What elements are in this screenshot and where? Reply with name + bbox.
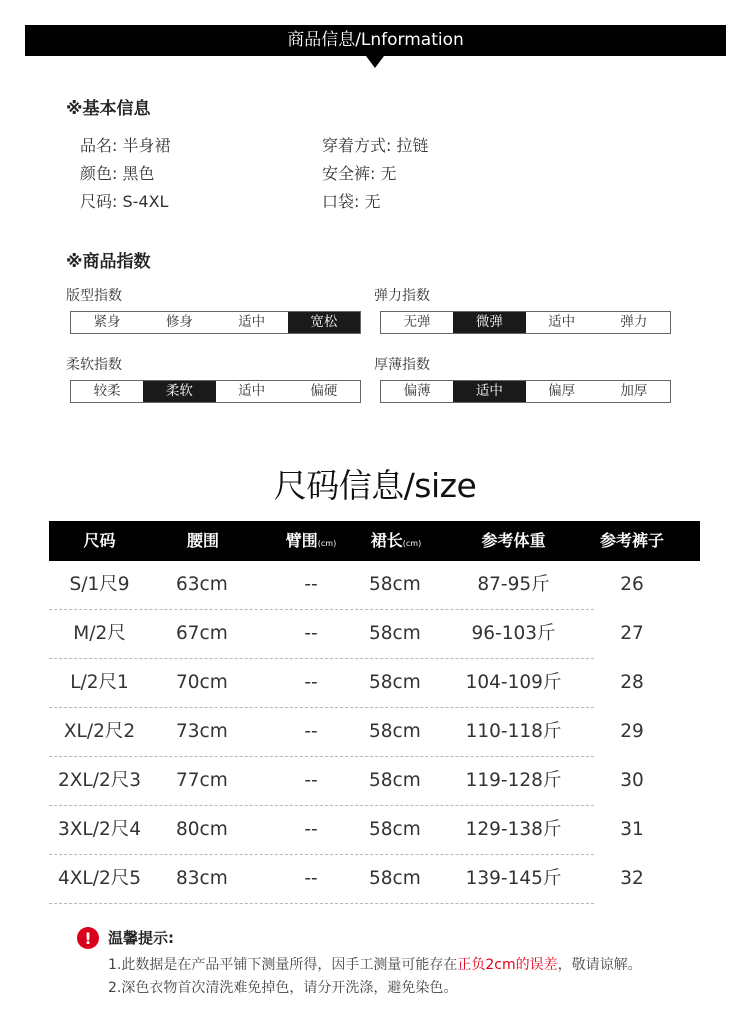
cell-ref-weight: 87-95斤 [477,574,550,595]
thickness-option: 偏厚 [548,383,576,399]
elasticity-option: 无弹 [403,314,431,330]
softness-index-scale [70,380,361,403]
cell-skirt-length: 58cm [369,819,421,840]
softness-option: 适中 [238,383,266,399]
col-header-waist: 腰围 [186,531,219,550]
cell-ref-pants: 27 [620,623,644,644]
cell-waist: 80cm [176,819,228,840]
info-closure: 穿着方式: 拉链 [322,136,429,155]
cell-ref-pants: 26 [620,574,644,595]
cell-skirt-length: 58cm [369,721,421,742]
tips-line-1-text: 1.此数据是在产品平铺下测量所得，因手工测量可能存在 [108,957,458,973]
thickness-option-selected: 适中 [453,381,525,402]
cell-skirt-length: 58cm [369,868,421,889]
cell-waist: 73cm [176,721,228,742]
cell-ref-pants: 30 [620,770,644,791]
thickness-index-scale [380,380,671,403]
col-header-size: 尺码 [83,531,116,550]
elasticity-index-label: 弹力指数 [374,288,430,304]
cell-skirt-length: 58cm [369,623,421,644]
cell-size: 4XL/2尺5 [57,868,142,889]
fit-option: 修身 [165,314,193,330]
cell-arm: -- [304,770,318,791]
cell-skirt-length: 58cm [369,574,421,595]
cell-arm: -- [304,819,318,840]
info-pockets: 口袋: 无 [322,192,381,211]
size-info-title: 尺码信息/size [273,466,477,505]
cell-size: S/1尺9 [69,574,130,595]
cell-waist: 70cm [176,672,228,693]
col-header-ref-pants: 参考裤子 [599,531,664,550]
info-safety-shorts: 安全裤: 无 [322,164,397,183]
header-title: 商品信息/Lnformation [287,30,464,50]
elasticity-option-selected: 微弹 [453,312,525,333]
warning-icon [77,927,99,949]
cell-waist: 83cm [176,868,228,889]
cell-arm: -- [304,574,318,595]
cell-ref-weight: 139-145斤 [465,868,562,889]
cell-arm: -- [304,672,318,693]
cell-ref-pants: 32 [620,868,644,889]
cell-size: XL/2尺2 [63,721,136,742]
cell-ref-pants: 31 [620,819,644,840]
cell-waist: 77cm [176,770,228,791]
thickness-index-label: 厚薄指数 [374,357,430,373]
col-header-skirt-length: 裙长(cm) [370,531,422,550]
table-row [49,659,700,708]
table-row [49,757,700,806]
softness-option: 较柔 [93,383,121,399]
info-product-name: 品名: 半身裙 [80,136,171,155]
cell-skirt-length: 58cm [369,770,421,791]
table-row [49,610,700,659]
tips-highlight: 正负2cm的误差 [457,957,558,973]
cell-skirt-length: 58cm [369,672,421,693]
col-header-arm: 臂围(cm) [285,531,337,550]
cell-waist: 63cm [176,574,228,595]
size-table-header [49,521,700,561]
info-size-range: 尺码: S-4XL [80,192,169,211]
fit-option: 紧身 [93,314,121,330]
unit-label: (cm) [402,539,422,548]
elasticity-option: 弹力 [620,314,648,330]
cell-size: M/2尺 [73,623,126,644]
thickness-option: 加厚 [620,383,648,399]
header-banner [25,25,726,56]
cell-ref-pants: 29 [620,721,644,742]
tips-line-1-end: ，敬请谅解。 [557,957,642,973]
tips-title: 温馨提示: [108,929,174,947]
cell-size: 2XL/2尺3 [57,770,142,791]
svg-text:!: ! [84,929,92,948]
cell-arm: -- [304,721,318,742]
cell-ref-weight: 110-118斤 [465,721,562,742]
elasticity-option: 适中 [548,314,576,330]
product-index-heading: ※商品指数 [66,252,151,272]
cell-ref-weight: 104-109斤 [465,672,562,693]
table-row [49,708,700,757]
table-row [49,806,700,855]
basic-info-heading: ※基本信息 [66,99,151,119]
cell-ref-weight: 119-128斤 [465,770,562,791]
softness-option: 偏硬 [310,383,338,399]
fit-option: 适中 [238,314,266,330]
softness-option-selected: 柔软 [143,381,215,402]
tips-line-1 [108,954,642,974]
table-row [49,561,700,610]
tips-line-2: 2.深色衣物首次清洗难免掉色，请分开洗涤，避免染色。 [108,980,458,996]
col-header-ref-weight: 参考体重 [481,531,546,550]
cell-size: L/2尺1 [70,672,129,693]
softness-index-label: 柔软指数 [66,357,122,373]
info-color: 颜色: 黑色 [80,164,155,183]
unit-label: (cm) [317,539,337,548]
fit-index-label: 版型指数 [66,288,122,304]
cell-waist: 67cm [176,623,228,644]
row-divider [49,903,594,904]
header-pointer [366,56,384,68]
table-row [49,855,700,904]
cell-size: 3XL/2尺4 [57,819,142,840]
fit-index-scale [70,311,361,334]
cell-ref-pants: 28 [620,672,644,693]
fit-option-selected: 宽松 [288,312,360,333]
cell-arm: -- [304,623,318,644]
thickness-option: 偏薄 [403,383,431,399]
elasticity-index-scale [380,311,671,334]
cell-arm: -- [304,868,318,889]
cell-ref-weight: 129-138斤 [465,819,562,840]
cell-ref-weight: 96-103斤 [471,623,556,644]
